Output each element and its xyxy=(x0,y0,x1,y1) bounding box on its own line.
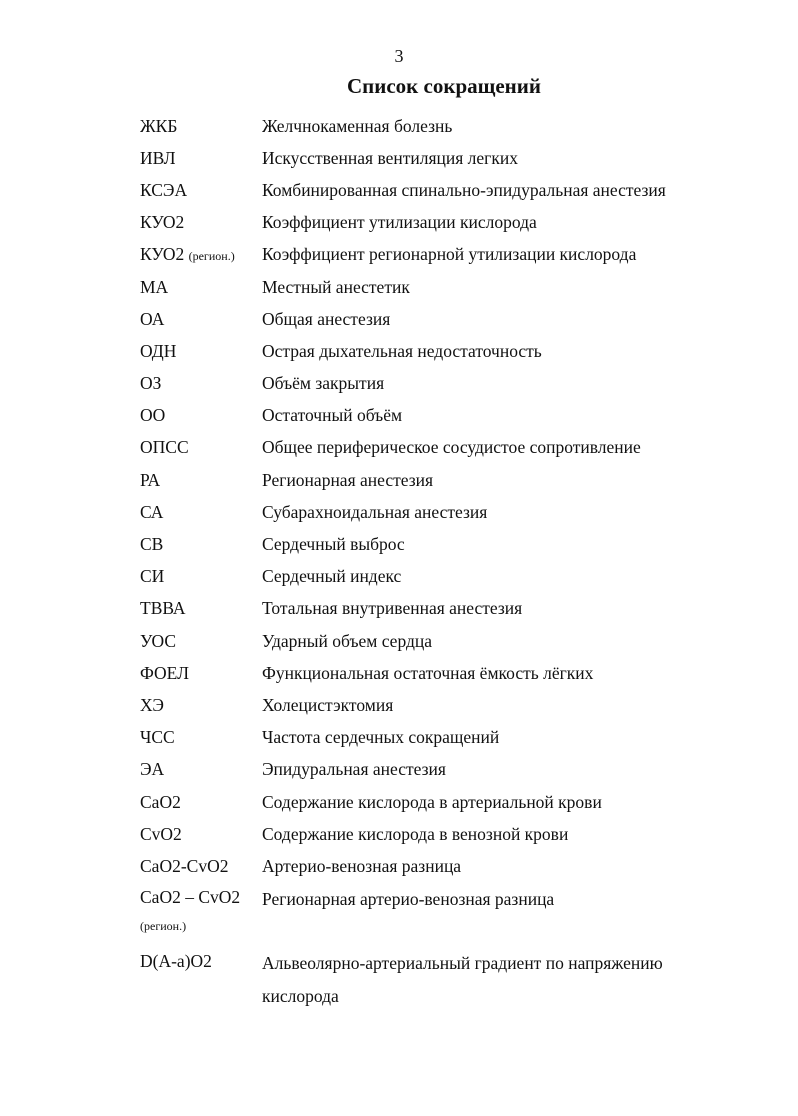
list-item xyxy=(140,174,760,206)
definition: Остаточный объём xyxy=(262,405,403,426)
abbreviation: СВ xyxy=(140,534,164,555)
abbreviation: ЧСС xyxy=(140,727,175,748)
definition: Коэффициент утилизации кислорода xyxy=(262,212,537,233)
page-number: 3 xyxy=(394,46,404,66)
abbreviation xyxy=(140,886,262,933)
abbreviation: КУО2 xyxy=(140,212,185,233)
definition: Субарахноидальная анестезия xyxy=(262,501,488,522)
list-item xyxy=(140,464,760,496)
list-item xyxy=(140,689,760,721)
definition: Регионарная анестезия xyxy=(262,469,434,490)
definition: Артерио-венозная разница xyxy=(262,855,462,876)
abbreviation-text: CaO2 – CvO2 xyxy=(140,886,241,907)
abbreviation xyxy=(140,244,262,265)
definition: Желчнокаменная болезнь xyxy=(262,115,453,136)
list-item xyxy=(140,432,760,464)
list-item xyxy=(140,207,760,239)
definition: Острая дыхательная недостаточность xyxy=(262,340,542,361)
list-item xyxy=(140,303,760,335)
abbreviation: CaO2 xyxy=(140,791,181,812)
definition: Альвеолярно-артериальный градиент по напряжению кислорода xyxy=(262,952,663,1006)
abbreviation: CaO2-CvO2 xyxy=(140,855,229,876)
definition: Сердечный индекс xyxy=(262,566,402,587)
abbreviation: ОДН xyxy=(140,340,177,361)
definition: Частота сердечных сокращений xyxy=(262,727,500,748)
list-item xyxy=(140,400,760,432)
definition: Функциональная остаточная ёмкость лёгких xyxy=(262,662,594,683)
list-item xyxy=(140,239,760,271)
abbreviation: МА xyxy=(140,276,169,297)
abbreviation: ОА xyxy=(140,308,165,329)
abbreviation: D(A-a)O2 xyxy=(140,950,212,971)
list-item xyxy=(140,561,760,593)
definition: Содержание кислорода в артериальной крови xyxy=(262,791,602,812)
abbreviation: СИ xyxy=(140,566,165,587)
definition: Общее периферическое сосудистое сопротивление xyxy=(262,437,641,458)
definition: Комбинированная спинально-эпидуральная анестезия xyxy=(262,179,666,200)
list-item xyxy=(140,883,760,947)
definition: Холецистэктомия xyxy=(262,694,394,715)
definition: Содержание кислорода в венозной крови xyxy=(262,823,569,844)
list-item xyxy=(140,368,760,400)
abbreviation: ХЭ xyxy=(140,694,164,715)
definition: Тотальная внутривенная анестезия xyxy=(262,598,523,619)
definition: Общая анестезия xyxy=(262,308,391,329)
abbreviation: ОО xyxy=(140,405,166,426)
page-title: Список сокращений xyxy=(347,74,541,98)
abbreviation-note: (регион.) xyxy=(140,919,187,933)
list-item xyxy=(140,754,760,786)
abbreviation: СА xyxy=(140,501,164,522)
abbreviation: ЖКБ xyxy=(140,115,178,136)
list-item xyxy=(140,142,760,174)
list-item xyxy=(140,625,760,657)
list-item xyxy=(140,335,760,367)
list-item xyxy=(140,110,760,142)
list-item xyxy=(140,722,760,754)
definition: Коэффициент регионарной утилизации кислорода xyxy=(262,244,637,265)
abbreviation: ФОЕЛ xyxy=(140,662,190,683)
list-item xyxy=(140,496,760,528)
abbreviation: ЭА xyxy=(140,759,165,780)
list-item xyxy=(140,818,760,850)
definition: Сердечный выброс xyxy=(262,534,405,555)
abbreviation: ТВВА xyxy=(140,598,186,619)
abbreviation: РА xyxy=(140,469,161,490)
list-item xyxy=(140,850,760,882)
list-item xyxy=(140,786,760,818)
list-item xyxy=(140,947,760,1013)
definition: Ударный объем сердца xyxy=(262,630,433,651)
abbreviation-text: КУО2 xyxy=(140,244,185,265)
abbreviation-note: (регион.) xyxy=(188,249,235,264)
list-item xyxy=(140,593,760,625)
abbreviation-list xyxy=(140,110,760,1013)
abbreviation: УОС xyxy=(140,630,177,651)
list-item xyxy=(140,657,760,689)
abbreviation: ОЗ xyxy=(140,373,162,394)
definition: Объём закрытия xyxy=(262,373,385,394)
definition: Регионарная артерио-венозная разница xyxy=(262,888,555,909)
abbreviation: ОПСС xyxy=(140,437,189,458)
definition: Местный анестетик xyxy=(262,276,410,297)
list-item xyxy=(140,271,760,303)
abbreviation: ИВЛ xyxy=(140,147,176,168)
abbreviation: CvO2 xyxy=(140,823,182,844)
list-item xyxy=(140,528,760,560)
definition: Искусственная вентиляция легких xyxy=(262,147,518,168)
abbreviation: КСЭА xyxy=(140,179,188,200)
definition: Эпидуральная анестезия xyxy=(262,759,446,780)
